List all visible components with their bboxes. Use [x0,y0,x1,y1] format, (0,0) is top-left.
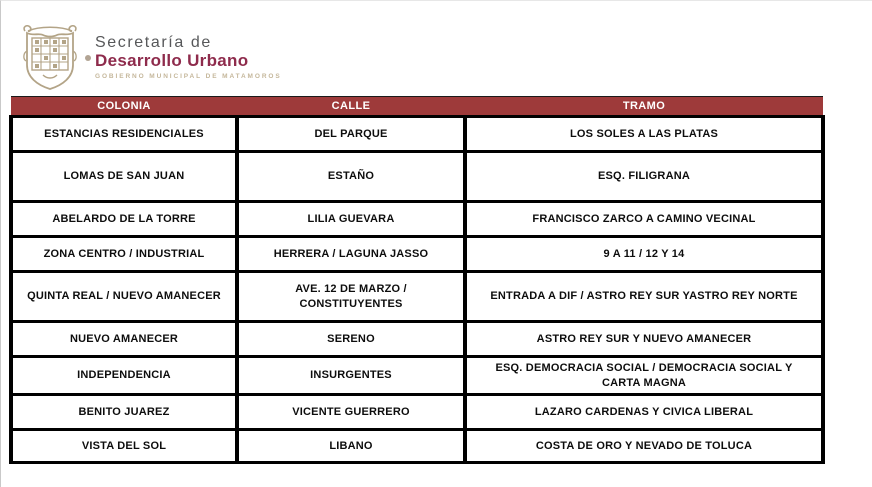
table-row [11,430,823,463]
cell-colonia: ESTANCIAS RESIDENCIALES [11,117,237,152]
street-sections-table [9,96,825,464]
cell-tramo: ASTRO REY SUR Y NUEVO AMANECER [465,322,823,357]
column-header-tramo: TRAMO [465,97,823,117]
cell-calle: SERENO [237,322,465,357]
agency-name-line1: Secretaría de [95,34,212,51]
table-row [11,117,823,152]
cell-colonia: VISTA DEL SOL [11,430,237,463]
street-sections-table-wrap [9,96,821,464]
table-row [11,322,823,357]
table-row [11,272,823,322]
table-row [11,357,823,395]
cell-colonia: QUINTA REAL / NUEVO AMANECER [11,272,237,322]
table-row [11,202,823,237]
cell-tramo: FRANCISCO ZARCO A CAMINO VECINAL [465,202,823,237]
agency-tagline: GOBIERNO MUNICIPAL DE MATAMOROS [95,73,282,81]
cell-tramo: LOS SOLES A LAS PLATAS [465,117,823,152]
column-header-calle: CALLE [237,97,465,117]
table-header-row [11,97,823,117]
cell-calle: VICENTE GUERRERO [237,395,465,430]
cell-calle: LIBANO [237,430,465,463]
cell-calle: AVE. 12 DE MARZO / CONSTITUYENTES [237,272,465,322]
cell-colonia: ZONA CENTRO / INDUSTRIAL [11,237,237,272]
table-row [11,152,823,202]
matamoros-coat-of-arms-icon [19,23,81,91]
cell-calle: HERRERA / LAGUNA JASSO [237,237,465,272]
cell-calle: ESTAÑO [237,152,465,202]
cell-calle: LILIA GUEVARA [237,202,465,237]
cell-calle: DEL PARQUE [237,117,465,152]
agency-name-line2: Desarrollo Urbano [95,51,249,71]
logo-text-block [95,34,282,80]
cell-tramo: LAZARO CARDENAS Y CIVICA LIBERAL [465,395,823,430]
cell-calle: INSURGENTES [237,357,465,395]
cell-tramo: ENTRADA A DIF / ASTRO REY SUR YASTRO REY NORTE [465,272,823,322]
cell-tramo: ESQ. FILIGRANA [465,152,823,202]
table-row [11,237,823,272]
column-header-colonia: COLONIA [11,97,237,117]
cell-colonia: ABELARDO DE LA TORRE [11,202,237,237]
cell-tramo: ESQ. DEMOCRACIA SOCIAL / DEMOCRACIA SOCIAL Y CARTA MAGNA [465,357,823,395]
cell-tramo: 9 A 11 / 12 Y 14 [465,237,823,272]
cell-colonia: BENITO JUAREZ [11,395,237,430]
logo-bullet-icon [85,55,91,61]
cell-colonia: INDEPENDENCIA [11,357,237,395]
cell-tramo: COSTA DE ORO Y NEVADO DE TOLUCA [465,430,823,463]
cell-colonia: LOMAS DE SAN JUAN [11,152,237,202]
cell-colonia: NUEVO AMANECER [11,322,237,357]
table-row [11,395,823,430]
letterhead [1,1,872,96]
